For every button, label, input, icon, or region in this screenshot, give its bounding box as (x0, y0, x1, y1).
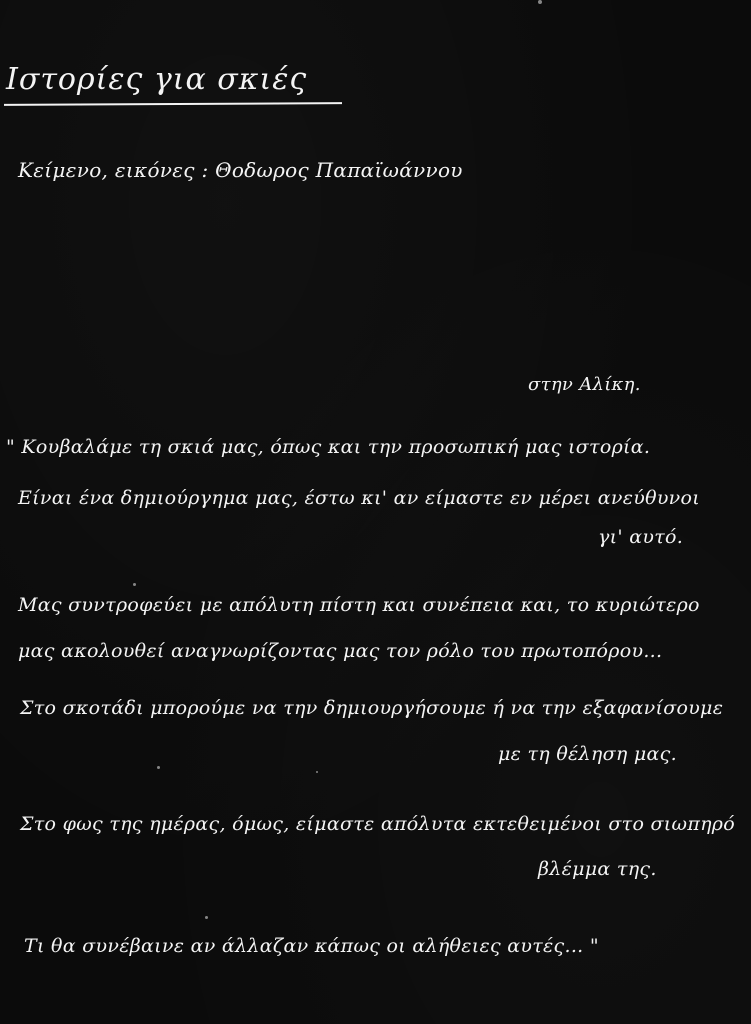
dust-speck (205, 916, 208, 919)
dust-speck (538, 0, 542, 4)
text-line: Στο σκοτάδι μπορούμε να την δημιουργήσουμε ή να την εξαφανίσουμε (20, 697, 724, 719)
dust-speck (316, 771, 318, 773)
text-line: Στο φως της ημέρας, όμως, είμαστε απόλυτα εκτεθειμένοι στο σιωπηρό (20, 813, 736, 835)
text-line: " Κουβαλάμε τη σκιά μας, όπως και την προσωπική μας ιστορία. (6, 436, 651, 458)
text-line: Είναι ένα δημιούργημα μας, έστω κι' αν είμαστε εν μέρει ανεύθυνοι (18, 487, 701, 509)
text-line: γι' αυτό. (598, 526, 684, 548)
dust-speck (157, 766, 160, 769)
page-title: Ιστορίες για σκιές (6, 62, 308, 97)
credits-line: Κείμενο, εικόνες : Θοδωρος Παπαϊωάννου (18, 158, 463, 182)
title-underline (4, 102, 342, 106)
text-line: μας ακολουθεί αναγνωρίζοντας μας τον ρόλο του πρωτοπόρου... (18, 640, 663, 662)
text-line: Μας συντροφεύει με απόλυτη πίστη και συνέπεια και, το κυριώτερο (18, 594, 700, 616)
dedication: στην Αλίκη. (528, 374, 641, 395)
dust-speck (133, 583, 136, 586)
text-line: βλέμμα της. (538, 858, 657, 880)
text-line: Τι θα συνέβαινε αν άλλαζαν κάπως οι αλήθειες αυτές... " (24, 935, 599, 957)
text-line: με τη θέληση μας. (498, 743, 677, 765)
